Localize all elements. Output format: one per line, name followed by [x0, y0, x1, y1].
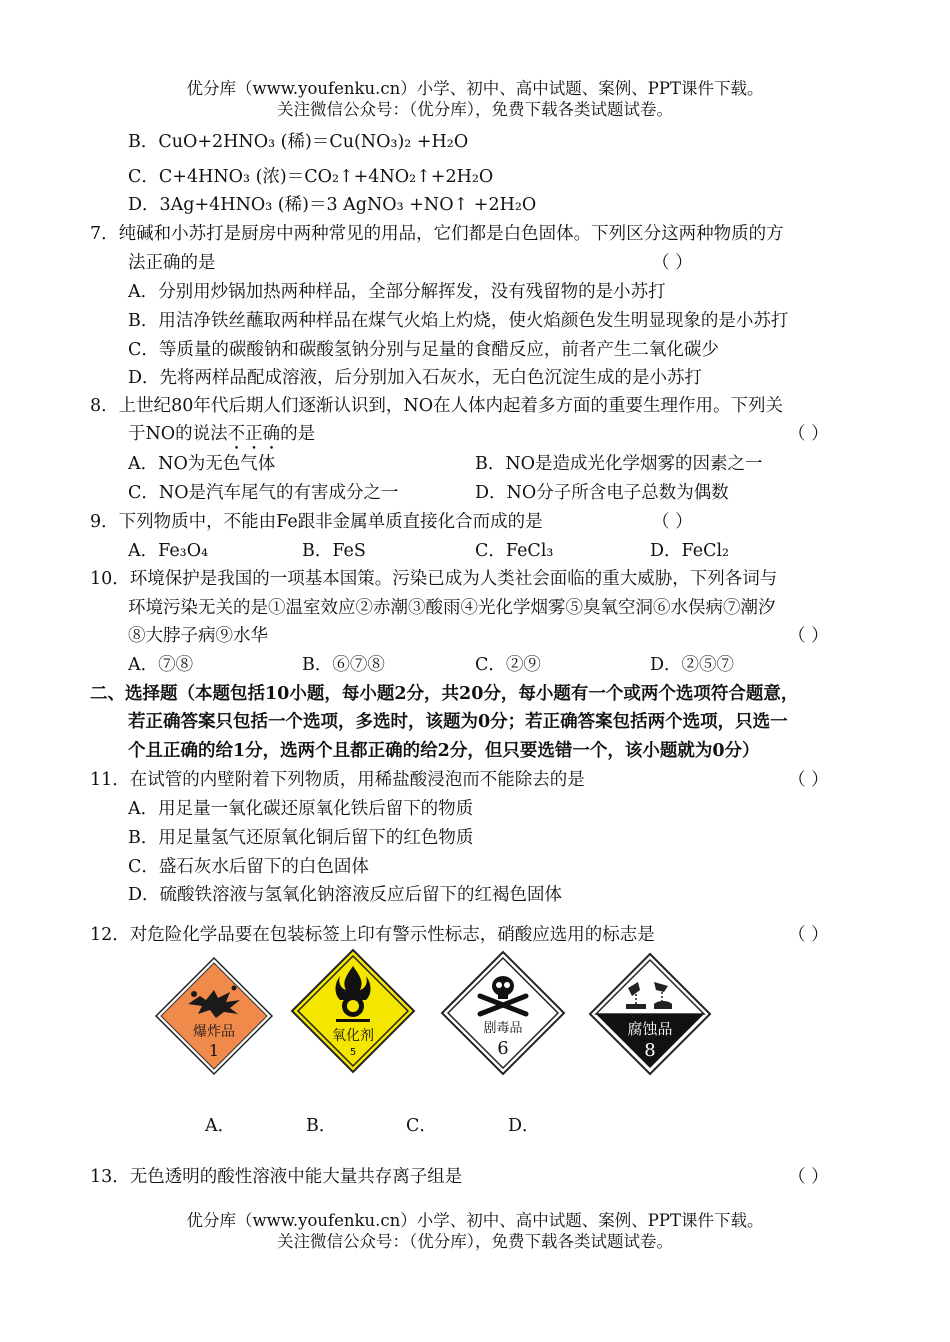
q12-stem: 12．对危险化学品要在包装标签上印有警示性标志，硝酸应选用的标志是: [90, 925, 655, 945]
q7-stem-line-1: 7．纯碱和小苏打是厨房中两种常见的用品，它们都是白色固体。下列区分这两种物质的方: [90, 224, 784, 244]
q12-option-b: B．: [306, 1116, 337, 1136]
toxic-sign-text: 剧毒品: [483, 1021, 523, 1036]
q8-stem-line-2: [128, 422, 315, 454]
q12-answer-paren: （ ）: [788, 925, 829, 945]
q11-option-c: C．盛石灰水后留下的白色固体: [128, 857, 369, 877]
q8-option-d: D．NO分子所含电子总数为偶数: [475, 483, 729, 503]
q8-stem-post: 的是: [280, 424, 316, 444]
q7-option-d: D．先将两样品配成溶液，后分别加入石灰水，无白色沉淀生成的是小苏打: [128, 368, 703, 388]
oxidizer-sign-text: 氧化剂: [332, 1028, 374, 1044]
q11-option-a: A．用足量一氧化碳还原氧化铁后留下的物质: [128, 799, 474, 819]
q10-option-d: D．②⑤⑦: [650, 655, 735, 675]
q10-option-a: A．⑦⑧: [128, 655, 194, 675]
toxic-sign-number: 6: [497, 1038, 509, 1059]
section2-line-2: 若正确答案只包括一个选项，多选时，该题为0分；若正确答案包括两个选项，只选一: [128, 712, 788, 732]
q11-stem: 11．在试管的内壁附着下列物质，用稀盐酸浸泡而不能除去的是: [90, 770, 585, 790]
q13-answer-paren: （ ）: [788, 1167, 829, 1187]
q10-option-c: C．②⑨: [475, 655, 541, 675]
q8-answer-paren: （ ）: [788, 424, 829, 444]
q12-option-a: A．: [205, 1116, 236, 1136]
corrosive-sign-icon: [588, 952, 712, 1076]
q8-emphasis-not-correct: 不正确: [227, 424, 281, 444]
q6-option-d: D．3Ag+4HNO₃ (稀)＝3 AgNO₃ +NO↑ +2H₂O: [128, 195, 537, 215]
corrosive-sign-number: 8: [644, 1040, 656, 1061]
explosive-sign-icon: [154, 956, 274, 1076]
q12-option-c: C．: [406, 1116, 437, 1136]
q10-stem-line-2: 环境污染无关的是①温室效应②赤潮③酸雨④光化学烟雾⑤臭氧空洞⑥水俣病⑦潮汐: [128, 598, 776, 618]
q11-option-b: B．用足量氢气还原氧化铜后留下的红色物质: [128, 828, 474, 848]
q9-option-a: A．Fe₃O₄: [128, 541, 209, 561]
corrosive-sign-text: 腐蚀品: [627, 1020, 673, 1038]
q8-stem-pre: 于NO的说法: [128, 424, 228, 444]
explosive-sign-text: 爆炸品: [193, 1024, 235, 1040]
q12-option-d: D．: [508, 1116, 540, 1136]
q8-option-c: C．NO是汽车尾气的有害成分之一: [128, 483, 399, 503]
q7-option-b: B．用洁净铁丝蘸取两种样品在煤气火焰上灼烧，使火焰颜色发生明显现象的是小苏打: [128, 311, 789, 331]
toxic-sign-icon: [440, 950, 566, 1076]
oxidizer-sign-icon: [290, 948, 416, 1074]
q7-option-c: C．等质量的碳酸钠和碳酸氢钠分别与足量的食醋反应，前者产生二氧化碳少: [128, 340, 719, 360]
q8-stem-line-1: 8．上世纪80年代后期人们逐渐认识到，NO在人体内起着多方面的重要生理作用。下列关: [90, 396, 784, 416]
q10-option-b: B．⑥⑦⑧: [302, 655, 385, 675]
q7-answer-paren: （ ）: [652, 253, 693, 273]
q9-option-d: D．FeCl₂: [650, 541, 730, 561]
q6-option-b: B．CuO+2HNO₃ (稀)＝Cu(NO₃)₂ +H₂O: [128, 132, 469, 152]
q9-option-b: B．FeS: [302, 541, 366, 561]
section2-line-1: 二、选择题（本题包括10小题，每小题2分，共20分，每小题有一个或两个选项符合题意，: [90, 684, 799, 704]
oxidizer-sign-number: 5: [349, 1047, 357, 1058]
q7-stem-line-2: 法正确的是: [128, 253, 216, 273]
q13-stem: 13．无色透明的酸性溶液中能大量共存离子组是: [90, 1167, 463, 1187]
q7-option-a: A．分别用炒锅加热两种样品，全部分解挥发，没有残留物的是小苏打: [128, 282, 666, 302]
q8-option-a: A．NO为无色气体: [128, 454, 276, 474]
q10-answer-paren: （ ）: [788, 626, 829, 646]
q9-answer-paren: （ ）: [652, 512, 693, 532]
explosive-sign-number: 1: [208, 1041, 220, 1060]
section2-line-3: 个且正确的给1分，选两个且都正确的给2分，但只要选错一个，该小题就为0分）: [128, 741, 760, 761]
header-line-1: 优分库（www.youfenku.cn）小学、初中、高中试题、案例、PPT课件下载。: [186, 79, 764, 98]
header-line-2: 关注微信公众号：（优分库），免费下载各类试题试卷。: [277, 100, 673, 119]
q11-answer-paren: （ ）: [788, 770, 829, 790]
q8-option-b: B．NO是造成光化学烟雾的因素之一: [475, 454, 763, 474]
footer-line-2: 关注微信公众号：（优分库），免费下载各类试题试卷。: [277, 1232, 673, 1251]
q11-option-d: D．硫酸铁溶液与氢氧化钠溶液反应后留下的红褐色固体: [128, 885, 563, 905]
q9-option-c: C．FeCl₃: [475, 541, 554, 561]
footer-line-1: 优分库（www.youfenku.cn）小学、初中、高中试题、案例、PPT课件下载。: [186, 1211, 764, 1230]
q10-stem-line-3: ⑧大脖子病⑨水华: [128, 626, 268, 646]
q10-stem-line-1: 10．环境保护是我国的一项基本国策。污染已成为人类社会面临的重大威胁，下列各词与: [90, 569, 778, 589]
q9-stem: 9．下列物质中，不能由Fe跟非金属单质直接化合而成的是: [90, 512, 543, 532]
q6-option-c: C．C+4HNO₃ (浓)＝CO₂↑+4NO₂↑+2H₂O: [128, 167, 494, 187]
